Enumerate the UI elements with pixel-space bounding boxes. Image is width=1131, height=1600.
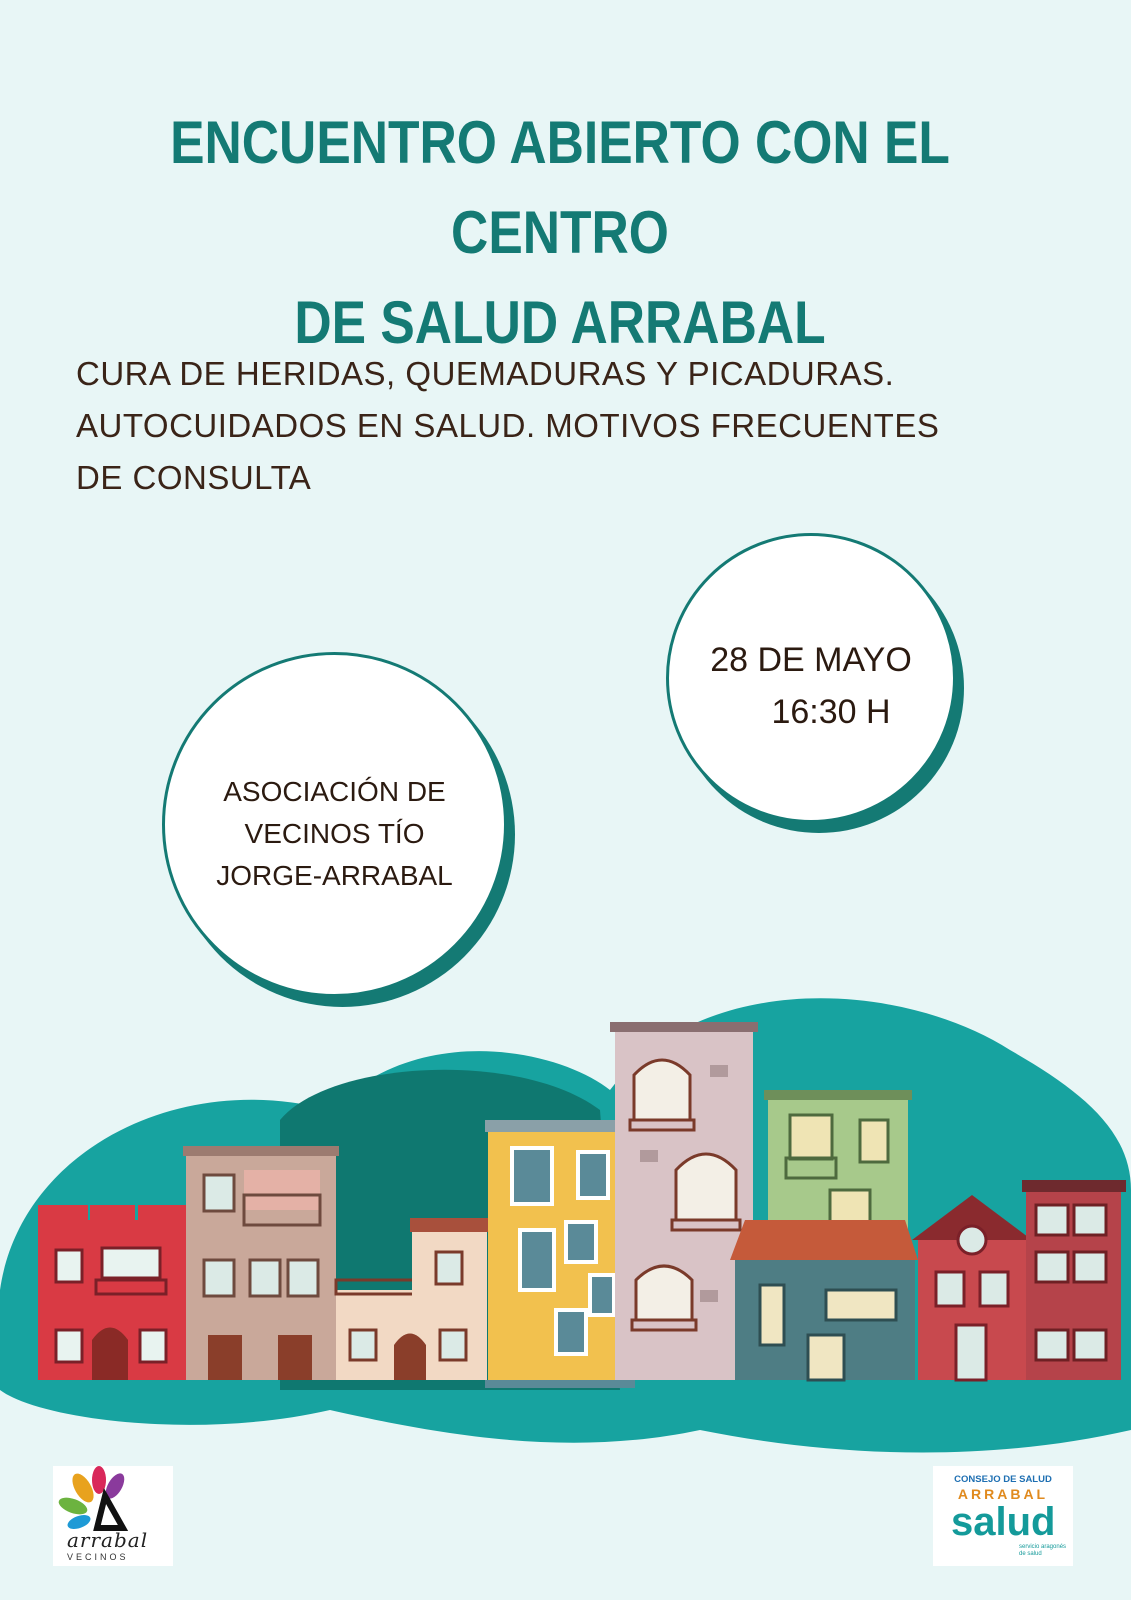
topics-line-2: AUTOCUIDADOS EN SALUD. MOTIVOS FRECUENTES <box>76 407 940 444</box>
title-line-1: ENCUENTRO ABIERTO CON EL CENTRO <box>170 109 950 266</box>
blue-house <box>730 1220 918 1380</box>
arrabal-logo-sub: VECINOS <box>67 1552 129 1562</box>
topics-text <box>76 348 1036 504</box>
place-line-2: VECINOS TÍO <box>244 818 425 849</box>
place-line-1: ASOCIACIÓN DE <box>223 776 446 807</box>
consejo-logo-line4: servicio aragonés de salud <box>1019 1544 1067 1557</box>
place-circle <box>162 652 507 997</box>
date-circle <box>666 533 956 823</box>
arrabal-logo-name: arrabal <box>67 1528 149 1552</box>
flower-icon <box>53 1466 173 1536</box>
consejo-salud-logo <box>933 1466 1073 1566</box>
topics-line-3: DE CONSULTA <box>76 459 312 496</box>
consejo-logo-line3: salud <box>951 1500 1056 1544</box>
consejo-logo-line1: CONSEJO DE SALUD <box>954 1474 1052 1485</box>
title-line-2: DE SALUD ARRABAL <box>294 289 826 356</box>
event-date: 28 DE MAYO <box>710 641 912 679</box>
event-time: 16:30 H <box>771 693 891 731</box>
town-skyline-illustration <box>0 990 1131 1470</box>
place-circle-text <box>165 771 504 897</box>
red-house <box>38 1205 186 1380</box>
date-circle-text <box>669 634 953 738</box>
place-line-3: JORGE-ARRABAL <box>216 860 453 891</box>
yellow-building <box>485 1120 635 1388</box>
arrabal-vecinos-logo <box>53 1466 173 1566</box>
topics-line-1: CURA DE HERIDAS, QUEMADURAS Y PICADURAS. <box>76 355 895 392</box>
consejo-logo-line2: ARRABAL <box>957 1486 1049 1502</box>
poster-title <box>113 98 1007 368</box>
grey-house <box>183 1146 339 1380</box>
